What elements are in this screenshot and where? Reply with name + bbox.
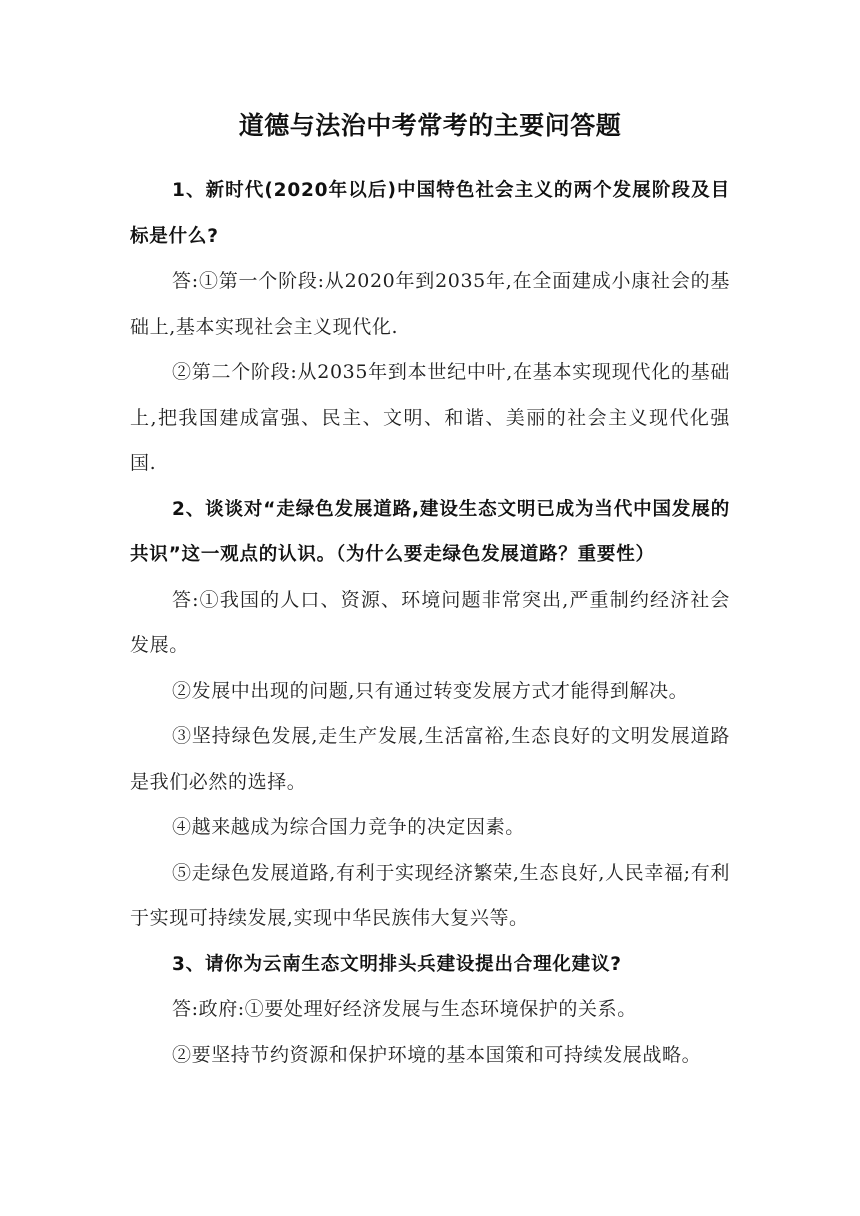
answer-3-part-2: ②要坚持节约资源和保护环境的基本国策和可持续发展战略。 bbox=[172, 1043, 702, 1066]
document-body bbox=[130, 168, 730, 1078]
answer-2-part-1: 答:①我国的人口、资源、环境问题非常突出,严重制约经济社会发展。 bbox=[130, 588, 730, 656]
answer-2-part-5: ⑤走绿色发展道路,有利于实现经济繁荣,生态良好,人民幸福;有利于实现可持续发展,实现中华民族伟大复兴等。 bbox=[130, 861, 730, 929]
question-3: 3、请你为云南生态文明排头兵建设提出合理化建议? bbox=[172, 953, 622, 975]
answer-3-part-1: 答:政府:①要处理好经济发展与生态环境保护的关系。 bbox=[172, 998, 637, 1020]
answer-1-part-2: ②第二个阶段:从2035年到本世纪中叶,在基本实现现代化的基础上,把我国建成富强、民主、文明、和谐、美丽的社会主义现代化强国. bbox=[130, 361, 730, 474]
answer-2-part-4: ④越来越成为综合国力竞争的决定因素。 bbox=[172, 816, 525, 838]
question-2: 2、谈谈对“走绿色发展道路,建设生态文明已成为当代中国发展的共识”这一观点的认识。（为什么要走绿色发展道路？重要性） bbox=[130, 498, 730, 565]
answer-2-part-3: ③坚持绿色发展,走生产发展,生活富裕,生态良好的文明发展道路是我们必然的选择。 bbox=[130, 725, 730, 793]
answer-2-part-2: ②发展中出现的问题,只有通过转变发展方式才能得到解决。 bbox=[172, 679, 689, 702]
answer-1-part-1: 答:①第一个阶段:从2020年到2035年,在全面建成小康社会的基础上,基本实现社会主义现代化. bbox=[130, 270, 730, 338]
document-title: 道德与法治中考常考的主要问答题 bbox=[238, 111, 622, 140]
question-1: 1、新时代(2020年以后)中国特色社会主义的两个发展阶段及目标是什么? bbox=[130, 180, 730, 247]
